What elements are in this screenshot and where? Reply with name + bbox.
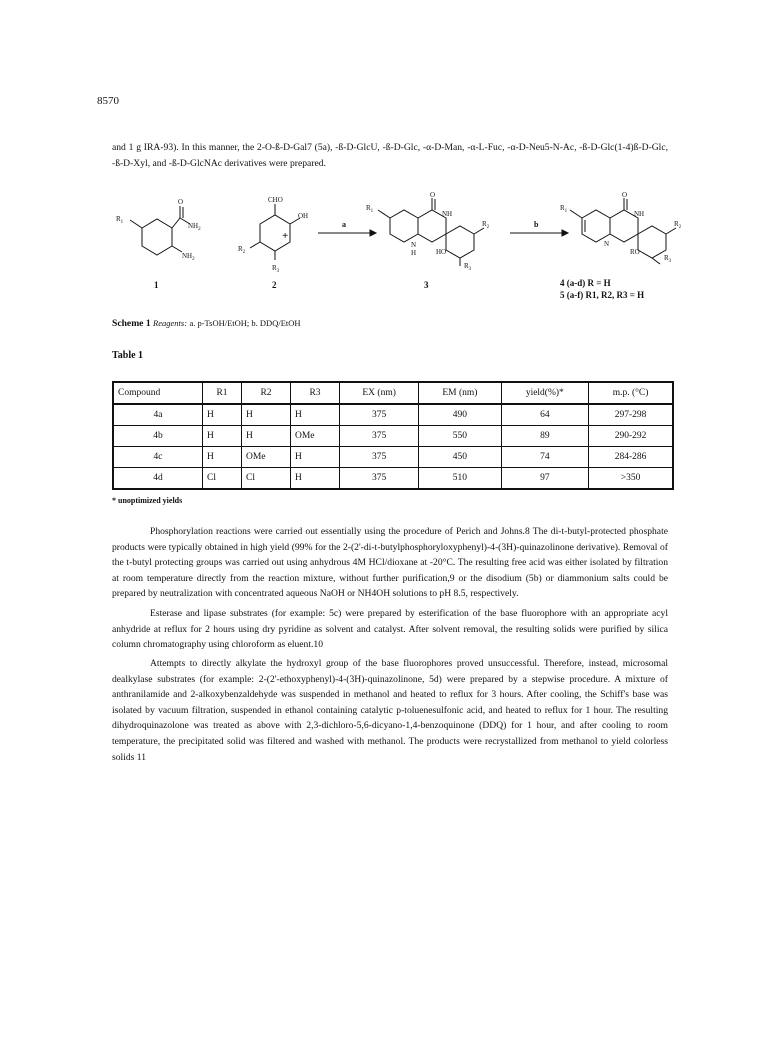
col-header-ex: EX (nm) bbox=[340, 382, 419, 404]
table-cell: H bbox=[291, 404, 340, 426]
table-cell: >350 bbox=[589, 468, 673, 490]
fused-ring-4a bbox=[582, 210, 610, 242]
scheme-reagents-text: a. p-TsOH/EtOH; b. DDQ/EtOH bbox=[189, 318, 301, 328]
table-cell: 4a bbox=[113, 404, 203, 426]
table-cell: H bbox=[242, 404, 291, 426]
col-header-r3: R3 bbox=[291, 382, 340, 404]
col-header-r1: R1 bbox=[203, 382, 242, 404]
compound-label-3: 3 bbox=[424, 280, 429, 290]
reagent-b-label: b bbox=[534, 220, 539, 229]
scheme-caption-label: Scheme 1 bbox=[112, 318, 151, 329]
table-cell: OMe bbox=[291, 426, 340, 447]
body-paragraph-esterase: Esterase and lipase substrates (for example: 5c) were prepared by esterification of the base fluorophore with an appropriate acyl anhydride at reflux for 2 hours using dry pyridine as solvent and catalyst. After solvent removal, the resulting solids were purified by silica column chromatography using chloroform as eluent.10 bbox=[112, 608, 668, 651]
table-title: Table 1 bbox=[112, 350, 144, 361]
svg-text:NH: NH bbox=[634, 210, 645, 218]
svg-text:R2: $R_2$ bbox=[482, 220, 490, 230]
fused-ring-3a bbox=[390, 210, 418, 242]
table-cell: 4c bbox=[113, 447, 203, 468]
table-cell: 510 bbox=[419, 468, 501, 490]
phenyl-ring-4 bbox=[638, 226, 666, 258]
table-cell: 4b bbox=[113, 426, 203, 447]
table-cell: Cl bbox=[242, 468, 291, 490]
table-cell: 375 bbox=[340, 426, 419, 447]
table-cell: H bbox=[291, 447, 340, 468]
table-cell: H bbox=[242, 426, 291, 447]
table-cell: H bbox=[203, 404, 242, 426]
svg-text:O: O bbox=[622, 191, 628, 199]
svg-text:H: H bbox=[411, 249, 417, 257]
product-label-5: 5 (a-f) R1, R2, R3 = H bbox=[560, 290, 645, 300]
table-cell: 550 bbox=[419, 426, 501, 447]
col-header-yield: yield(%)* bbox=[501, 382, 589, 404]
table-cell: 284-286 bbox=[589, 447, 673, 468]
svg-text:N: N bbox=[604, 240, 610, 248]
benzene-ring-1 bbox=[142, 219, 172, 255]
svg-text:NH2: $NH_2$ bbox=[182, 252, 195, 262]
col-header-mp: m.p. (°C) bbox=[589, 382, 673, 404]
table-cell: 89 bbox=[501, 426, 589, 447]
col-header-em: EM (nm) bbox=[419, 382, 501, 404]
svg-text:R3: $R_3$ bbox=[272, 264, 280, 274]
svg-text:CHO: CHO bbox=[268, 196, 283, 204]
table-cell: 64 bbox=[501, 404, 589, 426]
table-cell: 450 bbox=[419, 447, 501, 468]
scheme-reagents-label: Reagents: bbox=[153, 318, 188, 328]
svg-text:RO: RO bbox=[630, 248, 640, 256]
reaction-scheme bbox=[112, 190, 682, 310]
table-cell: H bbox=[291, 468, 340, 490]
svg-text:R2: $R_2$ bbox=[674, 220, 682, 230]
product-label-4: 4 (a-d) R = H bbox=[560, 278, 611, 288]
body-paragraph-phosphorylation: Phosphorylation reactions were carried out essentially using the procedure of Perich and Johns.8 The di-t-butyl-protected phosphate products were typically obtained in high yield (99% for the 2-(2'-di-t-butylphosphoryloxyphenyl)-4-(3H)-quinazolinone derivative). Removal of the t-butyl protecting groups was carried out using anhydrous 4M HCl/dioxane at -20°C. The resulting free acid was either isolated by filtration at room temperature directly from the reaction mixture, without further purification,9 or the disodium (5b) or diammonium salts could be prepared by neutralization with concentrated aqueous NaOH or NH4OH solutions to pH 8.5, respectively. bbox=[112, 526, 668, 600]
compound-label-1: 1 bbox=[154, 280, 159, 290]
table-row bbox=[113, 404, 673, 426]
table-cell: 297-298 bbox=[589, 404, 673, 426]
svg-text:R2: $R_2$ bbox=[238, 245, 246, 255]
table-cell: OMe bbox=[242, 447, 291, 468]
table-row bbox=[113, 447, 673, 468]
svg-text:R1: $R_1$ bbox=[116, 215, 124, 225]
scheme-caption bbox=[112, 318, 301, 329]
table-cell: 290-292 bbox=[589, 426, 673, 447]
phenyl-ring-3 bbox=[446, 226, 474, 258]
svg-text:R1: $R_1$ bbox=[560, 204, 568, 214]
table-header-row bbox=[113, 382, 673, 404]
table-cell: 74 bbox=[501, 447, 589, 468]
plus-sign: + bbox=[282, 230, 289, 242]
table-cell: Cl bbox=[203, 468, 242, 490]
col-header-r2: R2 bbox=[242, 382, 291, 404]
table-cell: 375 bbox=[340, 404, 419, 426]
intro-paragraph: and 1 g IRA-93). In this manner, the 2-O-ß-D-Gal7 (5a), -ß-D-GlcU, -ß-D-Glc, -α-D-Man, -α-L-Fuc, -α-D-Neu5-N-Ac, -ß-D-Glc(1-4)ß-D-Glc, -ß-D-Xyl, and -ß-D-GlcNAc derivatives were prepared. bbox=[112, 142, 668, 169]
svg-text:R3: $R_3$ bbox=[464, 262, 472, 272]
svg-text:R1: $R_1$ bbox=[366, 204, 374, 214]
svg-text:O: O bbox=[430, 191, 436, 199]
table-cell: H bbox=[203, 447, 242, 468]
svg-text:OH: OH bbox=[298, 212, 309, 220]
col-header-compound: Compound bbox=[113, 382, 203, 404]
page-number: 8570 bbox=[97, 95, 119, 107]
table-cell: H bbox=[203, 426, 242, 447]
table-footnote: * unoptimized yields bbox=[112, 496, 183, 505]
data-table bbox=[112, 381, 674, 490]
table-cell: 375 bbox=[340, 447, 419, 468]
compound-label-2: 2 bbox=[272, 280, 277, 290]
svg-text:R3: $R_3$ bbox=[664, 254, 672, 264]
table-row bbox=[113, 426, 673, 447]
table-cell: 375 bbox=[340, 468, 419, 490]
svg-text:NH: NH bbox=[442, 210, 453, 218]
svg-text:HO: HO bbox=[436, 248, 447, 256]
svg-text:NH2: $NH_2$ bbox=[188, 222, 201, 232]
svg-text:N: N bbox=[411, 241, 417, 249]
body-paragraph-dealkylase: Attempts to directly alkylate the hydroxyl group of the base fluorophores proved unsuccessful. Therefore, instead, microsomal dealkylase substrates (for example: 2-(2'-ethoxyphenyl)-4-(3H)-quinazolinone, 5d) were prepared by a stepwise procedure. A mixture of anthranilamide and 2-alkoxybenzaldehyde was suspended in methanol and heated to reflux for 3 hours. After cooling, the Schiff's base was isolated by vacuum filtration, suspended in ethanol containing catalytic p-toluenesulfonic acid, and heated to reflux for 1 hour. The resulting dihydroquinazolone was treated as above with 2,3-dichloro-5,6-dicyano-1,4-benzoquinone (DDQ) for 1 hour, and after cooling to room temperature, the precipitated solid was filtered and washed with methanol. The products were recrystallized from methanol to yield colorless solids 11 bbox=[112, 658, 668, 763]
table-cell: 490 bbox=[419, 404, 501, 426]
svg-text:O: O bbox=[178, 198, 184, 206]
table-cell: 97 bbox=[501, 468, 589, 490]
reagent-a-label: a bbox=[342, 220, 346, 229]
table-cell: 4d bbox=[113, 468, 203, 490]
table-row bbox=[113, 468, 673, 490]
